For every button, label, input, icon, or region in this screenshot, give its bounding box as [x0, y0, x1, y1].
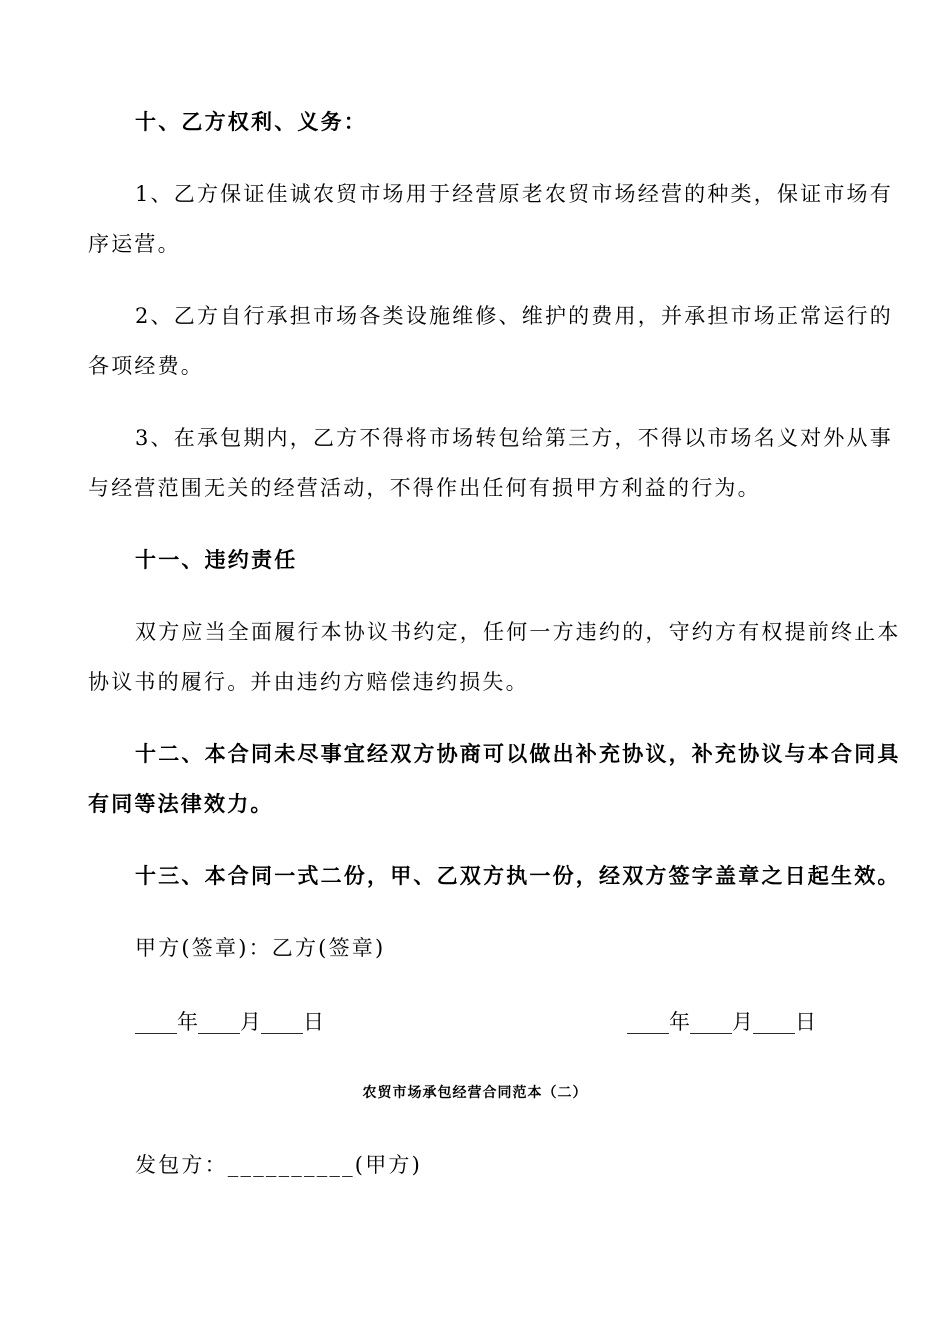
- section-10-heading: 十、乙方权利、义务：: [135, 109, 367, 134]
- section-11-body-line-1: 双方应当全面履行本协议书约定，任何一方违约的，守约方有权提前终止本: [135, 620, 901, 644]
- section-13-line-1: 十三、本合同一式二份，甲、乙双方执一份，经双方签字盖章之日起生效。: [135, 863, 901, 888]
- section-10-item-1-line-2: 序运营。: [88, 232, 181, 256]
- signature-date-right: ____年____月____日: [627, 1010, 816, 1034]
- contract-2-issuer: 发包方：__________(甲方): [135, 1153, 422, 1177]
- signature-parties: 甲方(签章)：乙方(签章): [135, 936, 386, 960]
- contract-2-title: 农贸市场承包经营合同范本（二）: [362, 1085, 588, 1101]
- signature-date-left: ____年____月____日: [135, 1010, 324, 1034]
- section-12-line-2: 有同等法律效力。: [88, 791, 274, 816]
- section-10-item-3-line-2: 与经营范围无关的经营活动，不得作出任何有损甲方利益的行为。: [88, 476, 761, 500]
- section-12-line-1: 十二、本合同未尽事宜经双方协商可以做出补充协议，补充协议与本合同具: [135, 741, 901, 766]
- section-11-heading: 十一、违约责任: [135, 547, 298, 572]
- section-10-item-2-line-1: 2、乙方自行承担市场各类设施维修、维护的费用，并承担市场正常运行的: [135, 304, 893, 328]
- section-10-item-2-line-2: 各项经费。: [88, 354, 204, 378]
- section-11-body-line-2: 协议书的履行。并由违约方赔偿违约损失。: [88, 670, 529, 694]
- section-10-item-1-line-1: 1、乙方保证佳诚农贸市场用于经营原老农贸市场经营的种类，保证市场有: [135, 182, 893, 206]
- section-10-item-3-line-1: 3、在承包期内，乙方不得将市场转包给第三方，不得以市场名义对外从事: [135, 426, 893, 450]
